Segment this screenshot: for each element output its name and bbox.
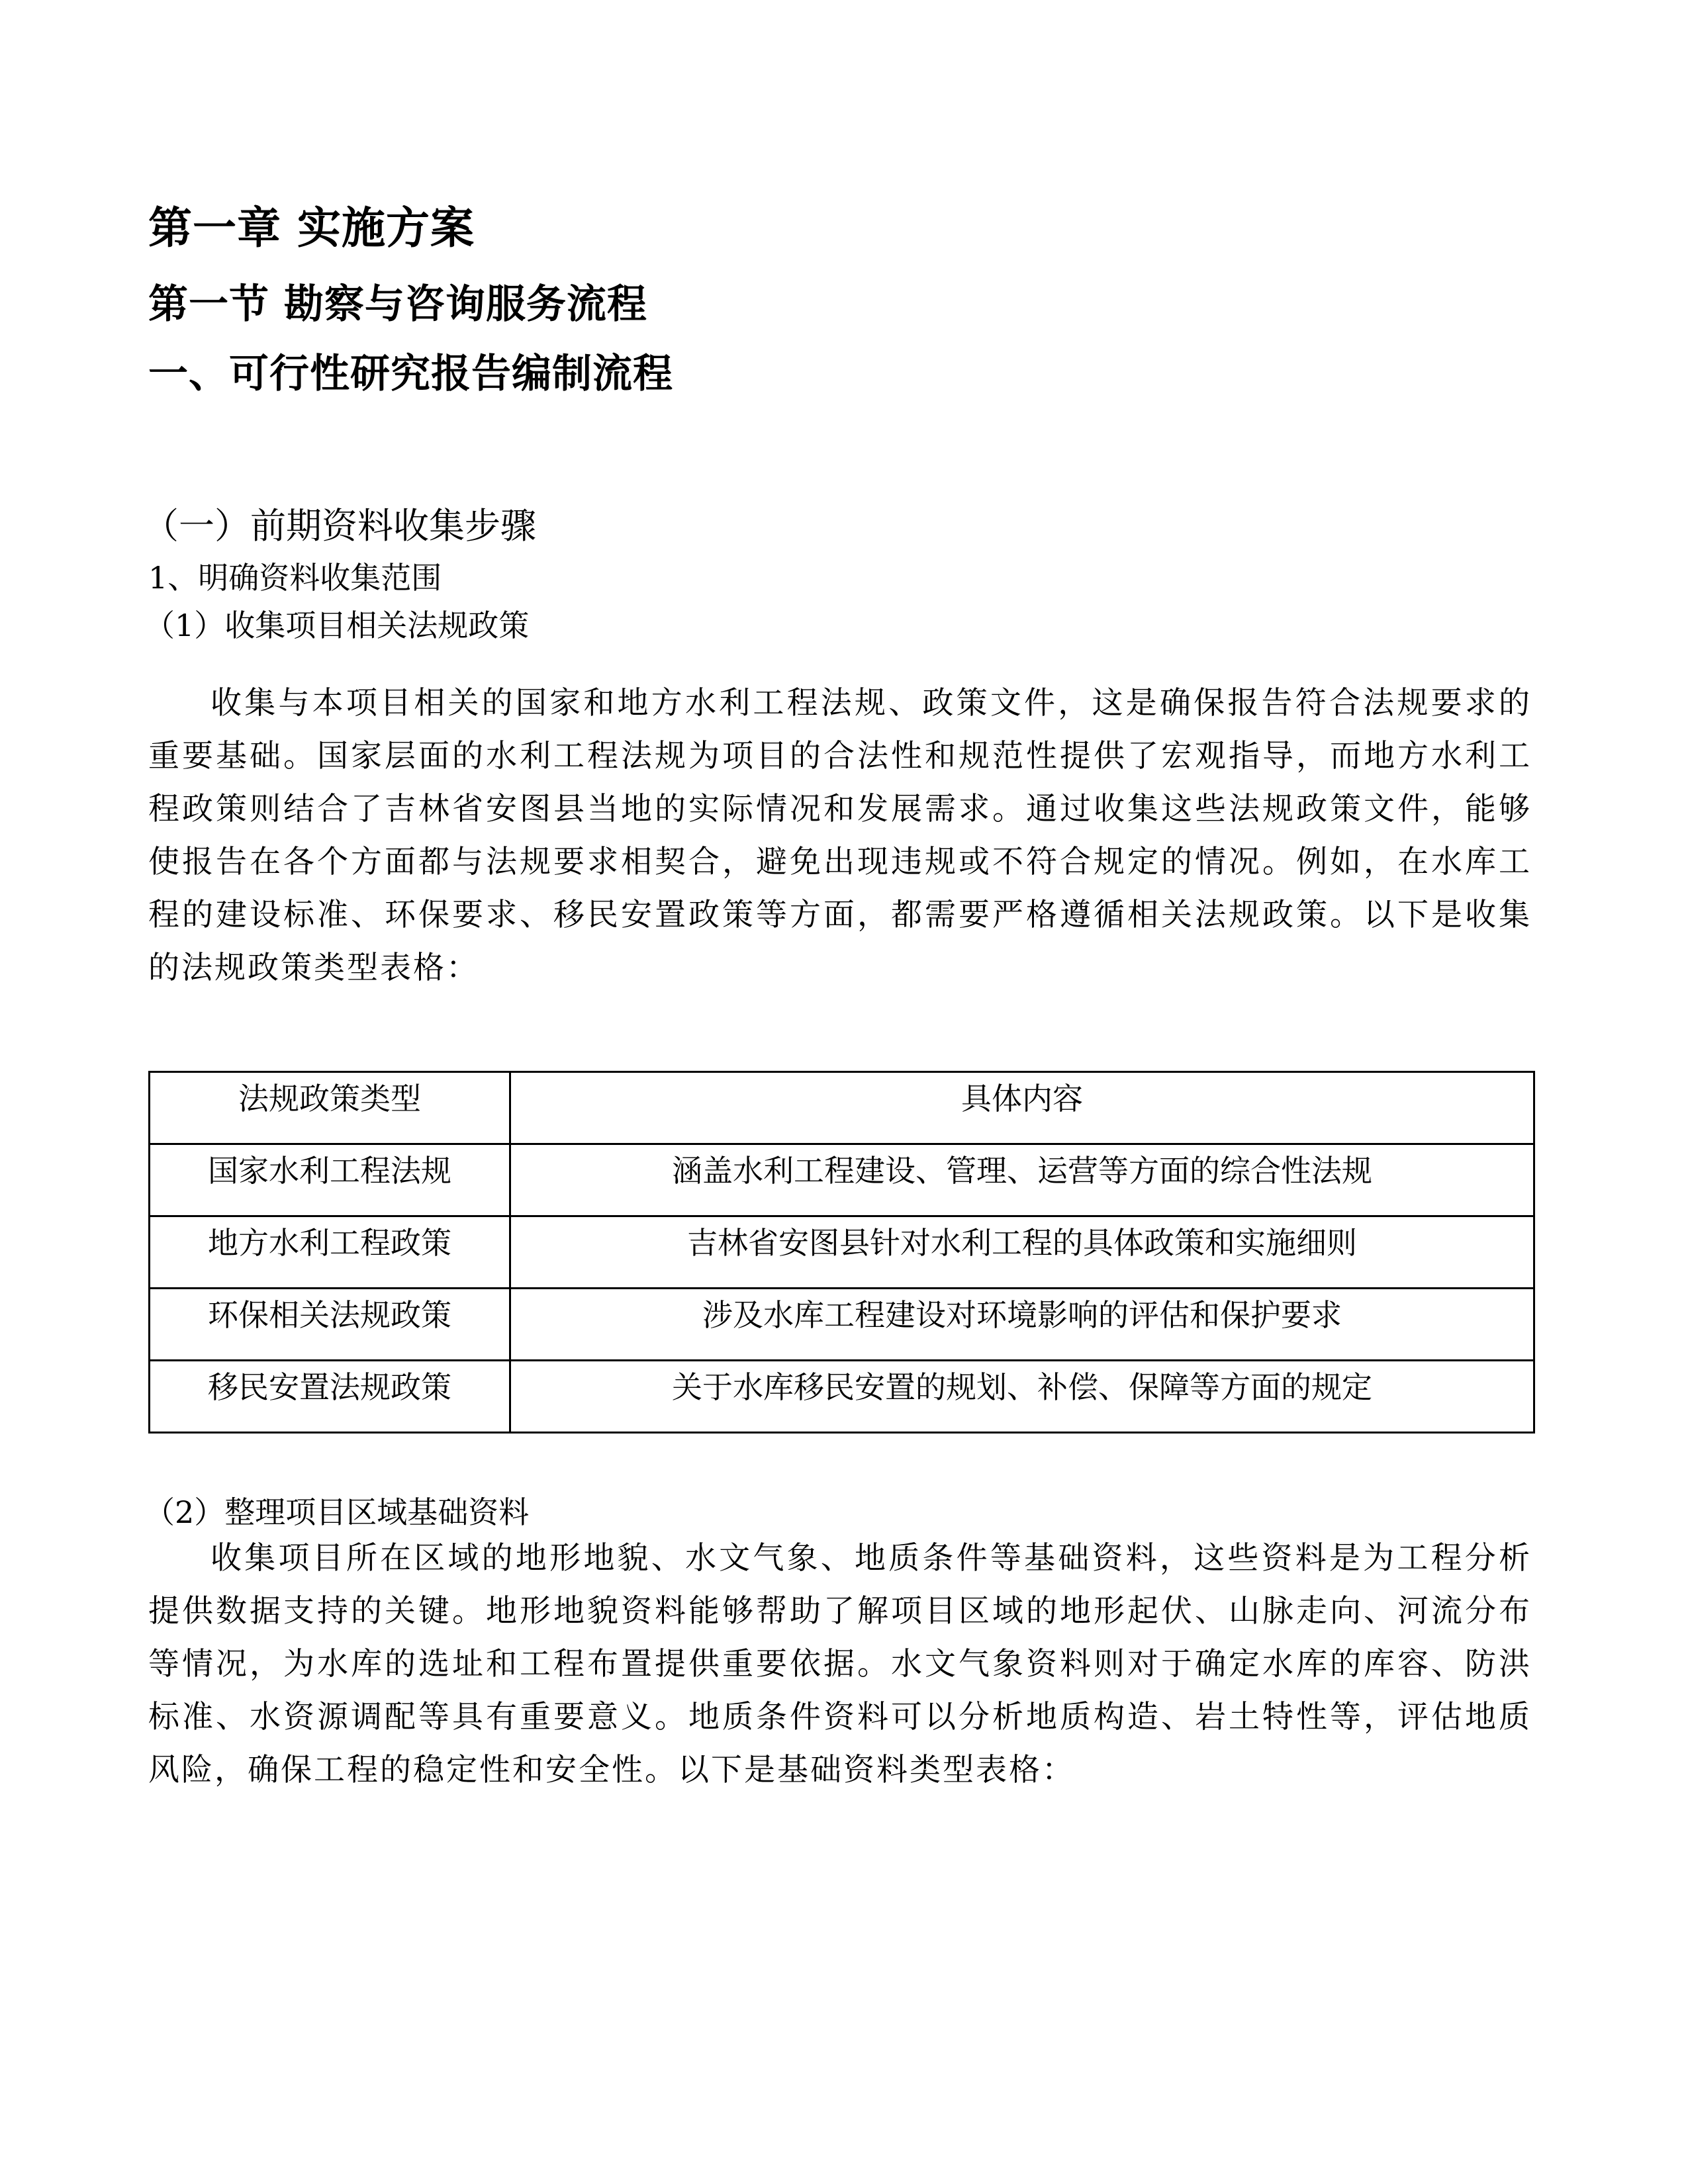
table-cell-type: 地方水利工程政策 <box>150 1216 510 1289</box>
item-heading: 1、明确资料收集范围 <box>148 560 442 596</box>
policy-table <box>148 1071 1535 1433</box>
subsection-title: 一、可行性研究报告编制流程 <box>148 351 673 397</box>
table-cell-type: 国家水利工程法规 <box>150 1144 510 1216</box>
step-heading: （一）前期资料收集步骤 <box>143 505 536 547</box>
table-header-content: 具体内容 <box>510 1072 1534 1144</box>
table-row <box>150 1289 1534 1361</box>
sub-item-heading-1: （1）收集项目相关法规政策 <box>144 608 530 643</box>
table-header-type: 法规政策类型 <box>150 1072 510 1144</box>
section-title: 第一节 勘察与咨询服务流程 <box>148 281 647 328</box>
paragraph-base-data: 收集项目所在区域的地形地貌、水文气象、地质条件等基础资料，这些资料是为工程分析提供数据支持的关键。地形地貌资料能够帮助了解项目区域的地形起伏、山脉走向、河流分布等情况，为水库的选址和工程布置提供重要依据。水文气象资料则对于确定水库的库容、防洪标准、水资源调配等具有重要意义。地质条件资料可以分析地质构造、岩土特性等，评估地质风险，确保工程的稳定性和安全性。以下是基础资料类型表格： <box>148 1540 1532 1788</box>
table-row <box>150 1361 1534 1433</box>
table-cell-type: 环保相关法规政策 <box>150 1289 510 1361</box>
table-cell-type: 移民安置法规政策 <box>150 1361 510 1433</box>
paragraph-regulations: 收集与本项目相关的国家和地方水利工程法规、政策文件，这是确保报告符合法规要求的重要基础。国家层面的水利工程法规为项目的合法性和规范性提供了宏观指导，而地方水利工程政策则结合了吉林省安图县当地的实际情况和发展需求。通过收集这些法规政策文件，能够使报告在各个方面都与法规要求相契合，避免出现违规或不符合规定的情况。例如，在水库工程的建设标准、环保要求、移民安置政策等方面，都需要严格遵循相关法规政策。以下是收集的法规政策类型表格： <box>148 685 1532 986</box>
chapter-title: 第一章 实施方案 <box>148 203 475 253</box>
table-header-row <box>150 1072 1534 1144</box>
table-cell-content: 吉林省安图县针对水利工程的具体政策和实施细则 <box>510 1216 1534 1289</box>
sub-item-heading-2: （2）整理项目区域基础资料 <box>144 1494 530 1530</box>
table-row <box>150 1144 1534 1216</box>
table-cell-content: 涉及水库工程建设对环境影响的评估和保护要求 <box>510 1289 1534 1361</box>
table-cell-content: 涵盖水利工程建设、管理、运营等方面的综合性法规 <box>510 1144 1534 1216</box>
table-cell-content: 关于水库移民安置的规划、补偿、保障等方面的规定 <box>510 1361 1534 1433</box>
table-row <box>150 1216 1534 1289</box>
